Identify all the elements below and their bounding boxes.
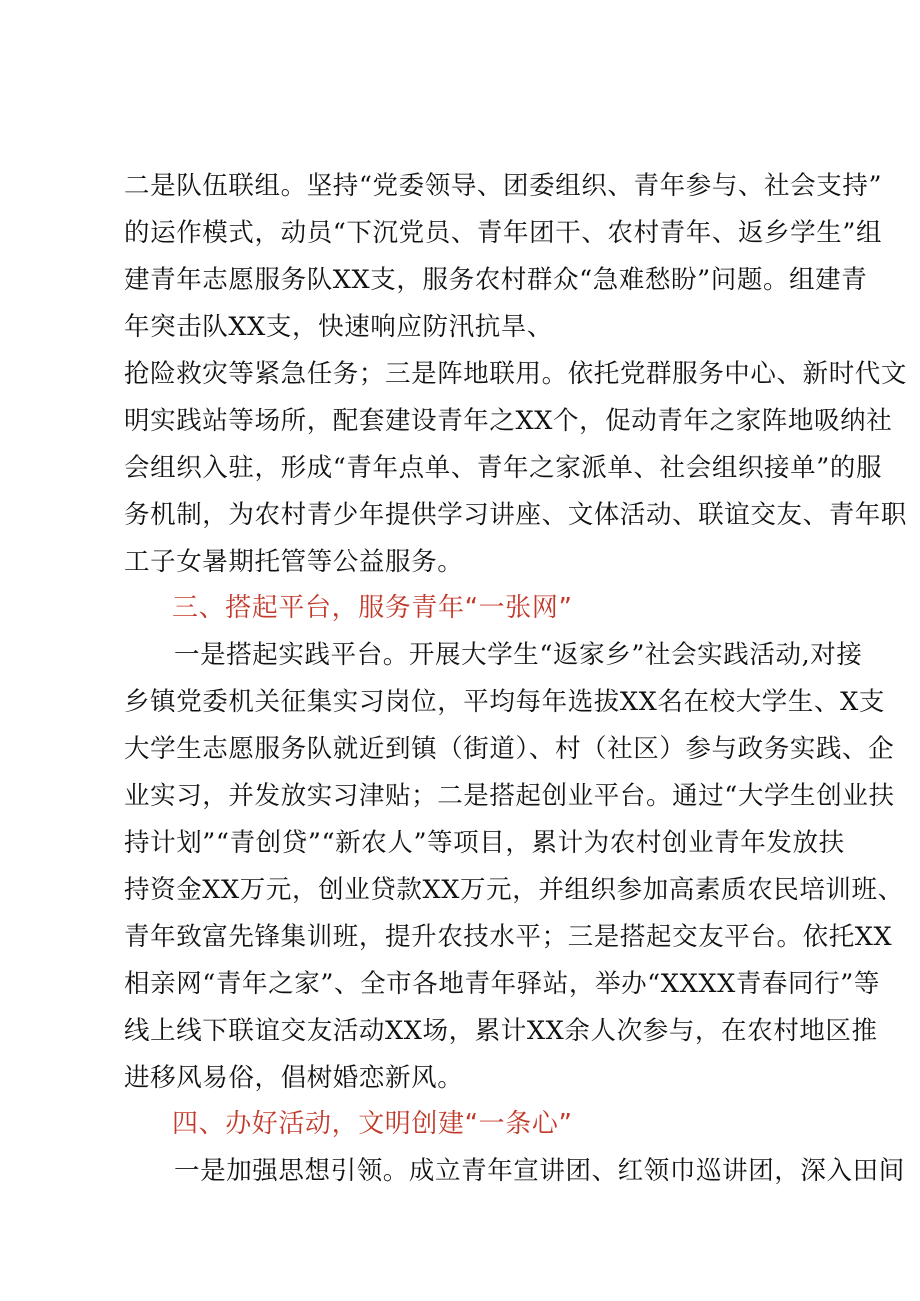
paragraph-line: 明实践站等场所，配套建设青年之XX个，促动青年之家阵地吸纳社 [124,406,893,436]
paragraph-line: 进移风易俗，倡树婚恋新风。 [124,1063,464,1093]
paragraph-line: 一是加强思想引领。成立青年宣讲团、红领巾巡讲团，深入田间 [174,1156,905,1186]
section-heading-3: 三、搭起平台，服务青年“一张网” [172,593,573,623]
section-heading-4: 四、办好活动，文明创建“一条心” [172,1109,573,1139]
paragraph-line: 会组织入驻，形成“青年点单、青年之家派单、社会组织接单”的服 [124,453,883,483]
paragraph-line: 抢险救灾等紧急任务；三是阵地联用。依托党群服务中心、新时代文 [124,359,908,389]
paragraph-line: 线上线下联谊交友活动XX场，累计XX余人次参与，在农村地区推 [124,1016,878,1046]
paragraph-line: 业实习，并发放实习津贴；二是搭起创业平台。通过“大学生创业扶 [124,781,895,811]
paragraph-line: 持资金XX万元，创业贷款XX万元，并组织参加高素质农民培训班、 [124,875,904,905]
paragraph-line: 相亲网“青年之家”、全市各地青年驿站，举办“XXXX青春同行”等 [124,969,880,999]
paragraph-line: 年突击队XX支，快速响应防汛抗旱、 [124,312,554,342]
paragraph-line: 青年致富先锋集训班，提升农技水平；三是搭起交友平台。依托XX [124,922,893,952]
paragraph-line: 持计划”“青创贷”“新农人”等项目，累计为农村创业青年发放扶 [124,828,845,858]
paragraph-line: 一是搭起实践平台。开展大学生“返家乡”社会实践活动,对接 [174,640,863,670]
paragraph-line: 乡镇党委机关征集实习岗位，平均每年选拔XX名在校大学生、X支 [124,687,885,717]
paragraph-line: 务机制，为农村青少年提供学习讲座、文体活动、联谊交友、青年职 [124,500,908,530]
paragraph-line: 大学生志愿服务队就近到镇（街道）、村（社区）参与政务实践、企 [124,734,895,764]
paragraph-line: 工子女暑期托管等公益服务。 [124,547,464,577]
paragraph-line: 二是队伍联组。坚持“党委领导、团委组织、青年参与、社会支持” [124,171,883,201]
paragraph-line: 建青年志愿服务队XX支，服务农村群众“急难愁盼”问题。组建青 [124,265,868,295]
paragraph-line: 的运作模式，动员“下沉党员、青年团干、农村青年、返乡学生”组 [124,218,883,248]
